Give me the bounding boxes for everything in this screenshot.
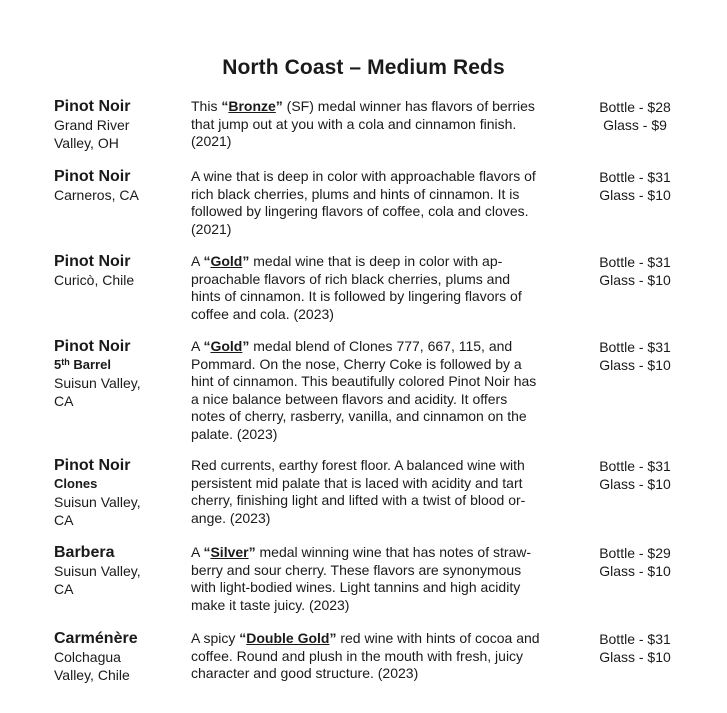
description-text: coffee. Round and plush in the mouth with fresh, juicy [191, 647, 524, 664]
medal-name: Silver [210, 544, 249, 560]
bottle-price: Bottle - $31 [599, 458, 671, 474]
wine-sub-text: Clones [54, 476, 98, 491]
description-line [191, 475, 576, 493]
wine-name: Pinot Noir [54, 168, 131, 185]
wine-prices [582, 253, 688, 289]
wine-sub-text: Barrel [69, 357, 111, 372]
description-line [191, 271, 576, 289]
wine-region: Valley, OH [54, 135, 119, 151]
medal-name: Gold [210, 253, 243, 269]
wine-region: Valley, Chile [54, 667, 130, 683]
description-line [191, 426, 576, 444]
description-text: A [191, 544, 204, 560]
medal-award [203, 544, 255, 560]
glass-price: Glass - $10 [599, 272, 671, 288]
wine-region: CA [54, 512, 74, 528]
wine-info [54, 630, 184, 684]
bottle-price: Bottle - $31 [599, 339, 671, 355]
wine-info [54, 253, 184, 289]
description-text: character and good structure. (2023) [191, 665, 419, 682]
glass-price: Glass - $9 [603, 117, 667, 133]
wine-name: Barbera [54, 544, 115, 561]
medal-quote-close: ” [275, 98, 283, 114]
wine-prices [582, 98, 688, 134]
description-line [191, 373, 576, 391]
bottle-price: Bottle - $31 [599, 631, 671, 647]
wine-sub-label [54, 475, 184, 493]
medal-name: Gold [210, 338, 243, 354]
wine-region: Curicò, Chile [54, 272, 135, 288]
description-line [191, 544, 576, 562]
description-text: a nice balance between flavors and acidity. It offers [191, 390, 508, 407]
wine-description [191, 253, 576, 323]
description-text: (2021) [191, 133, 232, 150]
description-line [191, 510, 576, 528]
wine-prices [582, 338, 688, 374]
description-text: ange. (2023) [191, 509, 271, 526]
description-line [191, 288, 576, 306]
page-title: North Coast – Medium Reds [222, 56, 505, 79]
wine-name: Pinot Noir [54, 457, 131, 474]
description-line [191, 168, 576, 186]
wine-name: Pinot Noir [54, 338, 131, 355]
medal-name: Double Gold [246, 630, 330, 646]
description-text: proachable flavors of rich black cherries, plums and [191, 270, 511, 287]
wine-sub-number: 5 [54, 357, 62, 372]
description-text: palate. (2023) [191, 425, 278, 442]
description-text: medal blend of Clones 777, 667, 115, and [249, 338, 513, 354]
wine-info [54, 338, 184, 410]
wine-description [191, 168, 576, 238]
description-line [191, 648, 576, 666]
wine-region: CA [54, 581, 74, 597]
description-text: notes of cherry, rasberry, vanilla, and cinnamon on the [191, 408, 527, 425]
bottle-price: Bottle - $29 [599, 545, 671, 561]
description-line [191, 408, 576, 426]
description-line [191, 338, 576, 356]
medal-quote-close: ” [242, 253, 250, 269]
description-text: (SF) medal winner has flavors of berries [282, 98, 535, 114]
wine-region: Carneros, CA [54, 187, 139, 203]
wine-description [191, 338, 576, 444]
wine-info [54, 98, 184, 152]
description-text: red wine with hints of cocoa and [336, 630, 540, 646]
medal-quote-open: “ [203, 544, 211, 560]
wine-description [191, 630, 576, 683]
wine-name: Carménère [54, 630, 138, 647]
description-text: (2021) [191, 220, 232, 237]
description-line [191, 630, 576, 648]
medal-quote-close: ” [329, 630, 337, 646]
wine-region: CA [54, 393, 74, 409]
wine-description [191, 98, 576, 151]
description-line [191, 492, 576, 510]
medal-name: Bronze [228, 98, 276, 114]
wine-region: Grand River [54, 117, 130, 133]
description-line [191, 203, 576, 221]
description-text: coffee and cola. (2023) [191, 305, 334, 322]
description-text: berry and sour cherry. These flavors are synonymous [191, 561, 522, 578]
description-text: Pommard. On the nose, Cherry Coke is followed by a [191, 355, 522, 372]
description-text: medal wine that is deep in color with ap- [249, 253, 503, 269]
wine-description [191, 457, 576, 527]
description-text: A spicy [191, 630, 240, 646]
description-text: A wine that is deep in color with approachable flavors of [191, 168, 536, 184]
description-line [191, 221, 576, 239]
bottle-price: Bottle - $28 [599, 99, 671, 115]
medal-quote-close: ” [242, 338, 250, 354]
medal-quote-open: “ [239, 630, 247, 646]
bottle-price: Bottle - $31 [599, 254, 671, 270]
medal-quote-close: ” [248, 544, 256, 560]
wine-name: Pinot Noir [54, 253, 131, 270]
description-line [191, 253, 576, 271]
glass-price: Glass - $10 [599, 649, 671, 665]
wine-prices [582, 457, 688, 493]
description-line [191, 306, 576, 324]
description-line [191, 98, 576, 116]
description-text: A [191, 253, 204, 269]
wine-description [191, 544, 576, 614]
description-line [191, 133, 576, 151]
description-text: hint of cinnamon. This beautifully colored Pinot Noir has [191, 373, 537, 390]
description-text: make it taste juicy. (2023) [191, 596, 350, 613]
wine-region: Suisun Valley, [54, 563, 141, 579]
wine-region: Suisun Valley, [54, 494, 141, 510]
description-text: cherry, finishing light and lifted with a twist of blood or- [191, 492, 526, 509]
description-text: This [191, 98, 222, 114]
description-line [191, 391, 576, 409]
wine-name: Pinot Noir [54, 98, 131, 115]
description-line [191, 186, 576, 204]
description-line [191, 665, 576, 683]
glass-price: Glass - $10 [599, 563, 671, 579]
glass-price: Glass - $10 [599, 357, 671, 373]
wine-info [54, 168, 184, 204]
wine-prices [582, 544, 688, 580]
medal-award [203, 338, 249, 354]
description-text: that jump out at you with a cola and cinnamon finish. [191, 115, 517, 132]
wine-sub-label [54, 356, 184, 374]
description-line [191, 356, 576, 374]
wine-info [54, 457, 184, 529]
medal-quote-open: “ [203, 253, 211, 269]
bottle-price: Bottle - $31 [599, 169, 671, 185]
medal-award [221, 98, 282, 114]
description-line [191, 457, 576, 475]
medal-award [239, 630, 336, 646]
description-text: persistent mid palate that is laced with acidity and tart [191, 474, 523, 491]
description-line [191, 116, 576, 134]
description-text: A [191, 338, 204, 354]
medal-quote-open: “ [203, 338, 211, 354]
wine-info [54, 544, 184, 598]
description-text: rich black cherries, plums and hints of cinnamon. It is [191, 185, 520, 202]
wine-sub-ordinal: th [61, 357, 70, 367]
description-text: followed by lingering flavors of coffee, cola and cloves. [191, 203, 529, 220]
glass-price: Glass - $10 [599, 476, 671, 492]
wine-prices [582, 630, 688, 666]
description-line [191, 579, 576, 597]
wine-region: Colchagua [54, 649, 121, 665]
description-text: medal winning wine that has notes of straw- [255, 544, 532, 560]
wine-prices [582, 168, 688, 204]
glass-price: Glass - $10 [599, 187, 671, 203]
wine-region: Suisun Valley, [54, 375, 141, 391]
medal-quote-open: “ [221, 98, 229, 114]
description-text: with light-bodied wines. Light tannins and high acidity [191, 579, 521, 596]
description-text: Red currents, earthy forest floor. A balanced wine with [191, 457, 525, 473]
medal-award [203, 253, 249, 269]
description-line [191, 597, 576, 615]
description-text: hints of cinnamon. It is followed by lingering flavors of [191, 288, 522, 305]
description-line [191, 562, 576, 580]
